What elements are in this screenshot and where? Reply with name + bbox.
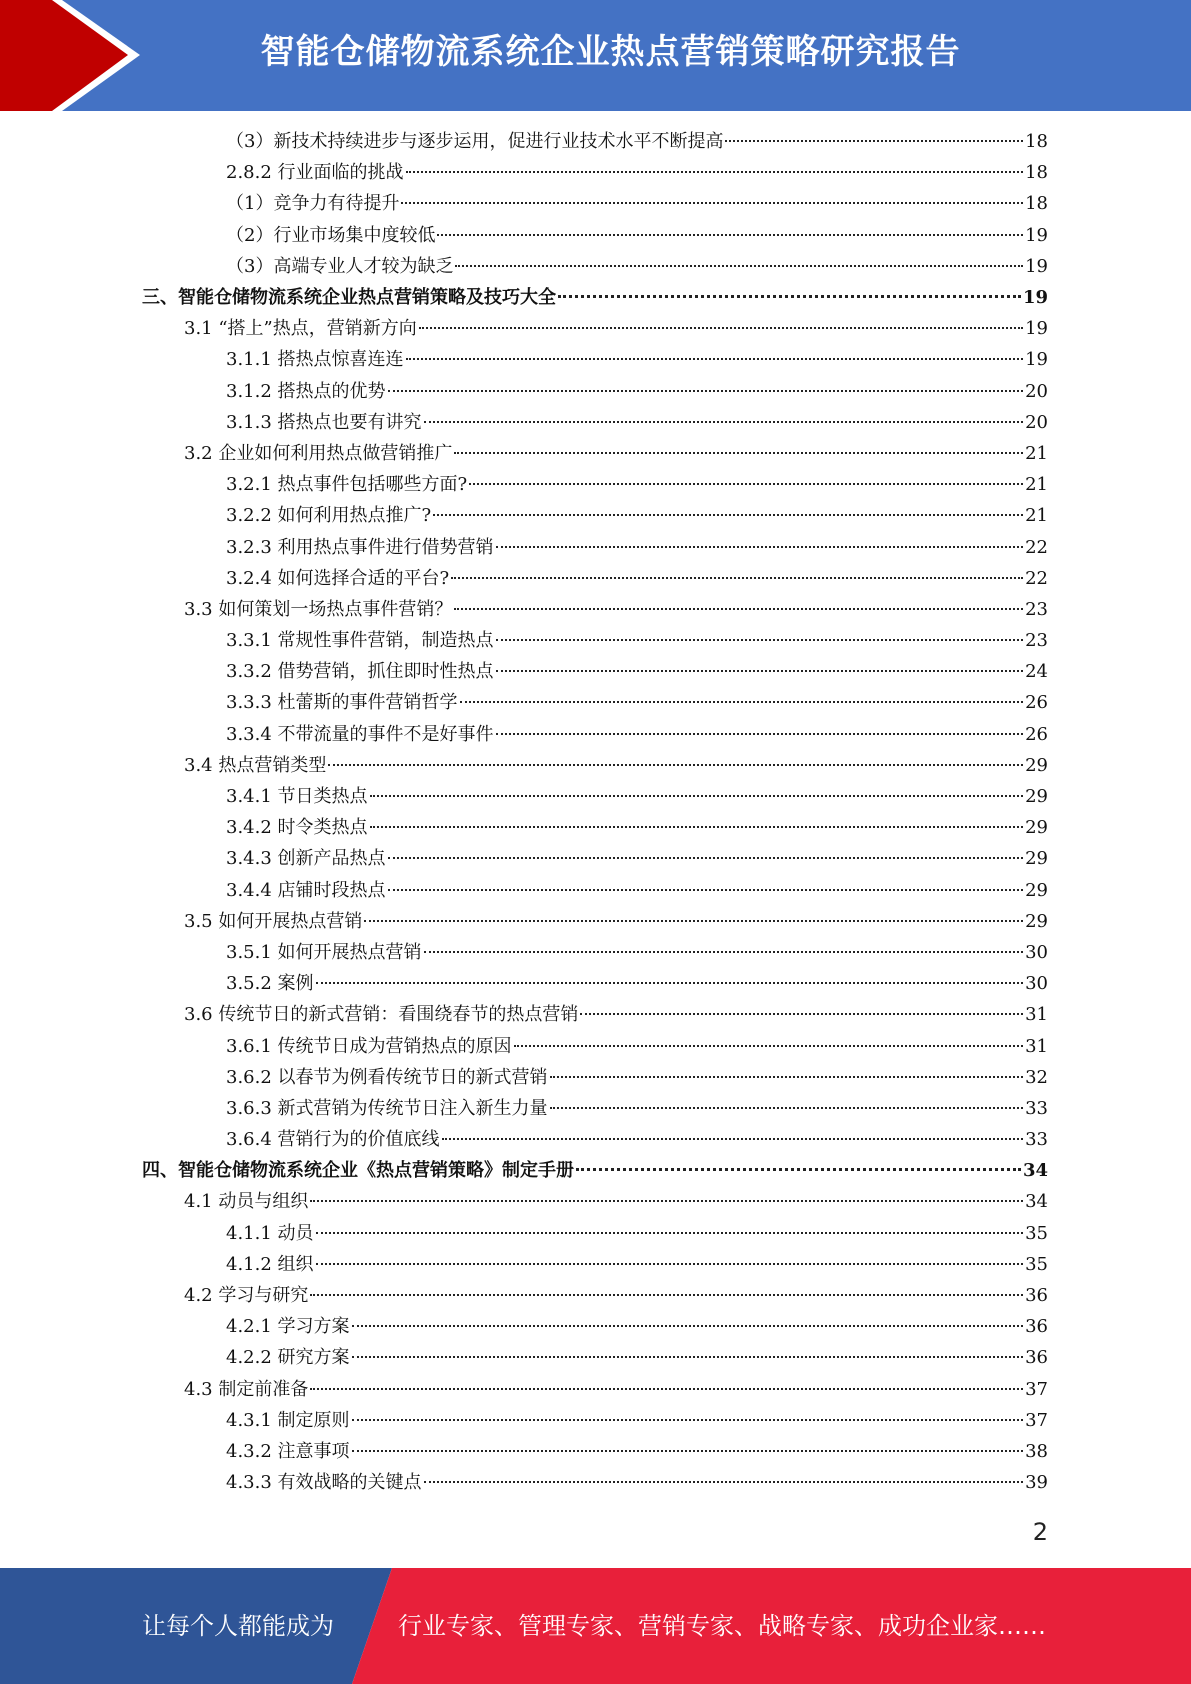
toc-entry-page: 21: [1025, 474, 1048, 496]
toc-entry-page: 20: [1025, 380, 1048, 402]
toc-entry-title: 3.4.1 节日类热点: [226, 786, 368, 808]
toc-dot-leader: [401, 202, 1023, 204]
report-header: [0, 0, 1191, 111]
toc-entry[interactable]: [0, 344, 1191, 375]
toc-entry-title: 3.3 如何策划一场热点事件营销？: [184, 598, 453, 620]
toc-entry-title: 3.1.1 搭热点惊喜连连: [226, 349, 404, 371]
toc-entry-title: 3.2.3 利用热点事件进行借势营销: [226, 536, 494, 558]
toc-entry[interactable]: [0, 1124, 1191, 1155]
toc-entry-page: 31: [1025, 1035, 1048, 1057]
toc-dot-leader: [328, 764, 1023, 766]
toc-entry-title: 3.2.1 热点事件包括哪些方面?: [226, 474, 468, 496]
toc-entry[interactable]: [0, 282, 1191, 313]
toc-entry[interactable]: [0, 1155, 1191, 1186]
toc-dot-leader: [550, 1107, 1024, 1109]
toc-entry[interactable]: [0, 469, 1191, 500]
toc-entry-page: 29: [1025, 754, 1048, 776]
toc-entry-title: 3.6.3 新式营销为传统节日注入新生力量: [226, 1097, 548, 1119]
toc-entry-page: 29: [1025, 879, 1048, 901]
toc-entry[interactable]: [0, 594, 1191, 625]
toc-entry[interactable]: [0, 500, 1191, 531]
toc-entry-title: 3.6.1 传统节日成为营销热点的原因: [226, 1035, 512, 1057]
toc-dot-leader: [550, 1076, 1024, 1078]
toc-entry-page: 19: [1025, 255, 1048, 277]
toc-entry-page: 29: [1025, 848, 1048, 870]
toc-entry[interactable]: [0, 1030, 1191, 1061]
toc-entry-title: 3.1 “搭上”热点，营销新方向: [184, 318, 417, 340]
toc-entry-page: 38: [1025, 1440, 1048, 1462]
toc-dot-leader: [388, 889, 1024, 891]
toc-entry-title: （2）行业市场集中度较低: [226, 224, 436, 246]
toc-dot-leader: [310, 1200, 1023, 1202]
toc-dot-leader: [388, 390, 1024, 392]
toc-entry[interactable]: [0, 1186, 1191, 1217]
toc-entry-title: 4.2.2 研究方案: [226, 1347, 350, 1369]
toc-entry[interactable]: [0, 1467, 1191, 1498]
toc-entry-page: 29: [1025, 786, 1048, 808]
toc-entry-page: 29: [1025, 817, 1048, 839]
toc-dot-leader: [454, 608, 1023, 610]
toc-entry[interactable]: [0, 843, 1191, 874]
toc-entry-page: 39: [1025, 1472, 1048, 1494]
toc-dot-leader: [469, 483, 1023, 485]
toc-entry[interactable]: [0, 376, 1191, 407]
report-title: 智能仓储物流系统企业热点营销策略研究报告: [260, 32, 961, 72]
toc-entry-page: 24: [1025, 661, 1048, 683]
toc-entry-page: 30: [1025, 973, 1048, 995]
toc-dot-leader: [352, 1356, 1024, 1358]
toc-entry-page: 35: [1025, 1222, 1048, 1244]
page-number: 2: [1032, 1518, 1048, 1546]
toc-dot-leader: [406, 358, 1024, 360]
toc-entry-page: 26: [1025, 692, 1048, 714]
toc-entry[interactable]: [0, 126, 1191, 157]
toc-dot-leader: [454, 452, 1023, 454]
toc-entry[interactable]: [0, 407, 1191, 438]
toc-entry[interactable]: [0, 1280, 1191, 1311]
toc-entry[interactable]: [0, 1342, 1191, 1373]
toc-dot-leader: [316, 982, 1024, 984]
toc-entry-title: （3）新技术持续进步与逐步运用，促进行业技术水平不断提高: [226, 131, 724, 153]
toc-dot-leader: [424, 421, 1024, 423]
toc-entry[interactable]: [0, 1374, 1191, 1405]
toc-dot-leader: [496, 670, 1024, 672]
toc-entry-title: 3.4.2 时令类热点: [226, 817, 368, 839]
toc-dot-leader: [558, 295, 1021, 298]
toc-dot-leader: [316, 1263, 1024, 1265]
toc-entry-title: 4.1.2 组织: [226, 1253, 314, 1275]
toc-entry-page: 26: [1025, 723, 1048, 745]
toc-dot-leader: [725, 140, 1023, 142]
toc-entry[interactable]: [0, 1405, 1191, 1436]
report-footer: [0, 1568, 1191, 1684]
toc-dot-leader: [424, 1481, 1024, 1483]
toc-entry[interactable]: [0, 719, 1191, 750]
toc-entry[interactable]: [0, 313, 1191, 344]
toc-entry-page: 32: [1025, 1066, 1048, 1088]
toc-entry-title: 3.6.2 以春节为例看传统节日的新式营销: [226, 1066, 548, 1088]
table-of-contents: [0, 126, 1191, 1498]
toc-entry[interactable]: [0, 220, 1191, 251]
toc-dot-leader: [310, 1388, 1023, 1390]
toc-entry[interactable]: [0, 531, 1191, 562]
toc-entry[interactable]: [0, 157, 1191, 188]
toc-dot-leader: [433, 514, 1023, 516]
toc-entry[interactable]: [0, 1249, 1191, 1280]
toc-entry[interactable]: [0, 968, 1191, 999]
toc-dot-leader: [406, 171, 1024, 173]
toc-entry[interactable]: [0, 1436, 1191, 1467]
toc-entry-page: 34: [1025, 1191, 1048, 1213]
toc-entry-page: 22: [1025, 536, 1048, 558]
toc-entry-title: 4.1.1 动员: [226, 1222, 314, 1244]
toc-entry[interactable]: [0, 937, 1191, 968]
toc-entry-title: 四、智能仓储物流系统企业《热点营销策略》制定手册: [142, 1160, 574, 1182]
toc-entry-title: 4.2.1 学习方案: [226, 1316, 350, 1338]
toc-entry-title: 3.1.3 搭热点也要有讲究: [226, 411, 422, 433]
toc-entry-page: 29: [1025, 910, 1048, 932]
toc-entry[interactable]: [0, 656, 1191, 687]
toc-entry[interactable]: [0, 999, 1191, 1030]
toc-entry-page: 18: [1025, 162, 1048, 184]
toc-entry-title: 4.2 学习与研究: [184, 1285, 309, 1307]
toc-dot-leader: [496, 546, 1024, 548]
toc-dot-leader: [442, 1138, 1024, 1140]
toc-dot-leader: [370, 795, 1024, 797]
toc-entry-title: 3.5 如何开展热点营销: [184, 910, 363, 932]
toc-entry-title: 4.3 制定前准备: [184, 1378, 309, 1400]
toc-dot-leader: [437, 234, 1023, 236]
toc-entry-title: 3.6 传统节日的新式营销：看围绕春节的热点营销: [184, 1004, 579, 1026]
toc-entry[interactable]: [0, 1218, 1191, 1249]
toc-entry-page: 19: [1025, 318, 1048, 340]
toc-entry-title: 4.3.2 注意事项: [226, 1440, 350, 1462]
toc-entry-title: 3.2.4 如何选择合适的平台?: [226, 567, 450, 589]
toc-entry-page: 18: [1025, 193, 1048, 215]
toc-entry[interactable]: [0, 687, 1191, 718]
toc-entry-title: 3.2 企业如何利用热点做营销推广: [184, 442, 453, 464]
toc-entry[interactable]: [0, 1093, 1191, 1124]
toc-entry-title: 3.1.2 搭热点的优势: [226, 380, 386, 402]
toc-entry-page: 19: [1022, 287, 1048, 309]
toc-dot-leader: [388, 857, 1024, 859]
toc-entry-page: 23: [1025, 598, 1048, 620]
toc-entry-page: 21: [1025, 505, 1048, 527]
toc-dot-leader: [580, 1013, 1023, 1015]
toc-entry-page: 30: [1025, 941, 1048, 963]
toc-entry-page: 37: [1025, 1378, 1048, 1400]
toc-entry-title: 3.2.2 如何利用热点推广?: [226, 505, 432, 527]
toc-entry[interactable]: [0, 906, 1191, 937]
toc-entry-page: 34: [1022, 1160, 1048, 1182]
toc-entry-page: 36: [1025, 1285, 1048, 1307]
toc-entry[interactable]: [0, 875, 1191, 906]
header-chevron-decoration: [0, 0, 160, 111]
toc-entry-page: 31: [1025, 1004, 1048, 1026]
toc-entry-title: （1）竞争力有待提升: [226, 193, 400, 215]
footer-slogan-left: 让每个人都能成为: [142, 1612, 334, 1640]
toc-dot-leader: [352, 1325, 1024, 1327]
toc-entry[interactable]: [0, 251, 1191, 282]
toc-entry-page: 36: [1025, 1316, 1048, 1338]
toc-entry-page: 33: [1025, 1097, 1048, 1119]
toc-entry[interactable]: [0, 781, 1191, 812]
toc-entry-page: 21: [1025, 442, 1048, 464]
toc-entry-page: 19: [1025, 349, 1048, 371]
toc-dot-leader: [352, 1419, 1024, 1421]
toc-dot-leader: [496, 733, 1024, 735]
toc-entry-page: 33: [1025, 1129, 1048, 1151]
toc-dot-leader: [455, 265, 1023, 267]
toc-entry-title: 3.6.4 营销行为的价值底线: [226, 1129, 440, 1151]
toc-dot-leader: [451, 577, 1023, 579]
footer-slogan-right: 行业专家、管理专家、营销专家、战略专家、成功企业家……: [398, 1612, 1046, 1640]
toc-entry-title: 3.3.2 借势营销，抓住即时性热点: [226, 661, 494, 683]
toc-dot-leader: [316, 1232, 1024, 1234]
toc-entry[interactable]: [0, 750, 1191, 781]
toc-entry-page: 20: [1025, 411, 1048, 433]
toc-entry-title: 三、智能仓储物流系统企业热点营销策略及技巧大全: [142, 287, 556, 309]
toc-dot-leader: [460, 701, 1024, 703]
toc-dot-leader: [352, 1450, 1024, 1452]
toc-entry-title: 3.3.1 常规性事件营销，制造热点: [226, 630, 494, 652]
toc-dot-leader: [310, 1294, 1023, 1296]
toc-entry-title: 3.3.3 杜蕾斯的事件营销哲学: [226, 692, 458, 714]
toc-entry-page: 36: [1025, 1347, 1048, 1369]
toc-entry[interactable]: [0, 1311, 1191, 1342]
toc-entry[interactable]: [0, 625, 1191, 656]
toc-dot-leader: [514, 1045, 1024, 1047]
toc-dot-leader: [364, 920, 1023, 922]
toc-entry-title: 3.5.2 案例: [226, 973, 314, 995]
toc-entry[interactable]: [0, 188, 1191, 219]
toc-entry-title: 3.3.4 不带流量的事件不是好事件: [226, 723, 494, 745]
toc-entry-page: 19: [1025, 224, 1048, 246]
toc-entry-title: 3.4.4 店铺时段热点: [226, 879, 386, 901]
toc-entry[interactable]: [0, 563, 1191, 594]
toc-entry[interactable]: [0, 812, 1191, 843]
toc-dot-leader: [370, 826, 1024, 828]
toc-entry-title: （3）高端专业人才较为缺乏: [226, 255, 454, 277]
toc-dot-leader: [424, 951, 1024, 953]
toc-entry-title: 3.5.1 如何开展热点营销: [226, 941, 422, 963]
toc-entry[interactable]: [0, 438, 1191, 469]
toc-entry-page: 22: [1025, 567, 1048, 589]
toc-entry[interactable]: [0, 1062, 1191, 1093]
toc-entry-page: 37: [1025, 1409, 1048, 1431]
toc-dot-leader: [496, 639, 1024, 641]
toc-entry-title: 4.3.1 制定原则: [226, 1409, 350, 1431]
toc-entry-page: 18: [1025, 131, 1048, 153]
toc-entry-page: 35: [1025, 1253, 1048, 1275]
toc-entry-title: 2.8.2 行业面临的挑战: [226, 162, 404, 184]
toc-dot-leader: [419, 327, 1023, 329]
toc-dot-leader: [576, 1168, 1021, 1171]
toc-entry-title: 3.4.3 创新产品热点: [226, 848, 386, 870]
toc-entry-page: 23: [1025, 630, 1048, 652]
toc-entry-title: 3.4 热点营销类型: [184, 754, 327, 776]
toc-entry-title: 4.3.3 有效战略的关键点: [226, 1472, 422, 1494]
toc-entry-title: 4.1 动员与组织: [184, 1191, 309, 1213]
